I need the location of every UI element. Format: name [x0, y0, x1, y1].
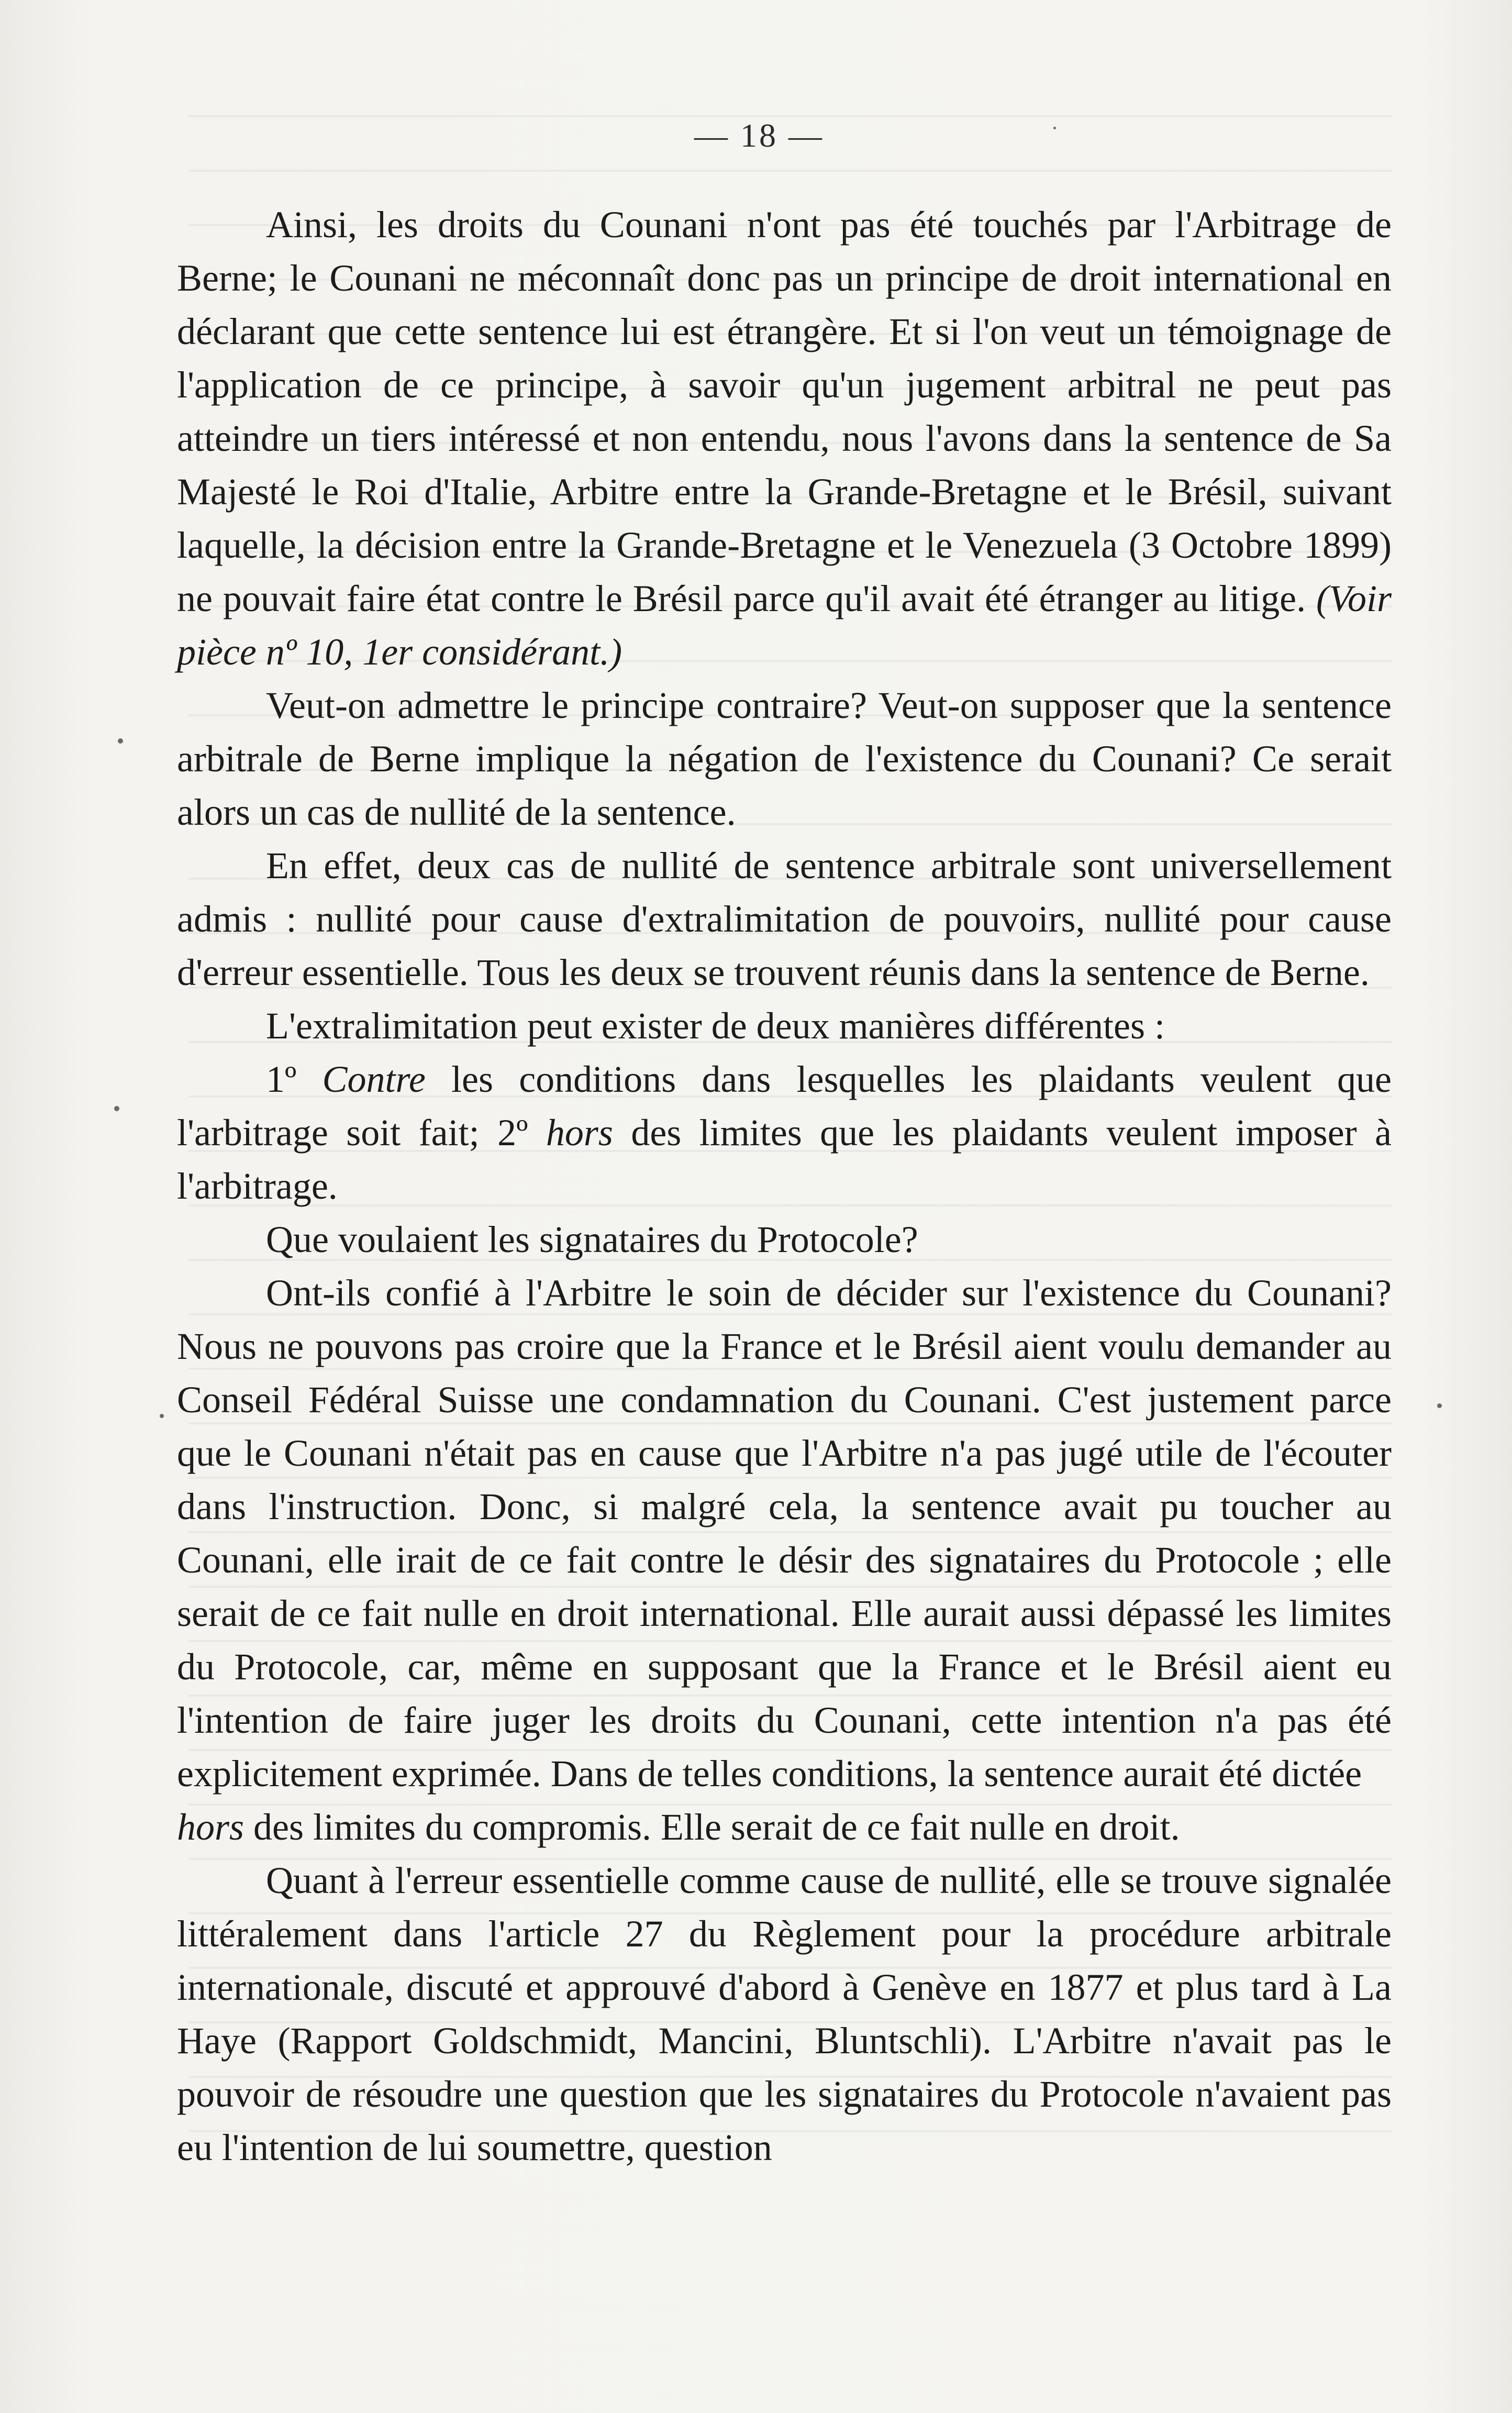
scan-speck: [118, 738, 123, 744]
paragraph: Ont-ils confié à l'Arbitre le soin de décider sur l'existence du Counani? Nous ne pouvons pas croire que la France et le Brésil aient voulu demander au Conseil Fédéral Suisse une condamnation du Counani. C'est justement parce que le Counani n'était pas en cause que l'Arbitre n'a pas jugé utile de l'écouter dans l'instruction. Donc, si malgré cela, la sentence avait pu toucher au Counani, elle irait de ce fait contre le désir des signataires du Protocole ; elle serait de ce fait nulle en droit international. Elle aurait aussi dépassé les limites du Protocole, car, même en supposant que la France et le Brésil aient eu l'intention de faire juger les droits du Counani, cette intention n'a pas été explicitement exprimée. Dans de telles conditions, la sentence aurait été dictée: [177, 1272, 1392, 1795]
scan-speck: [1053, 127, 1056, 129]
reference-note: (Voir pièce nº 10, 1er considérant.): [177, 578, 1392, 673]
paragraph: Quant à l'erreur essentielle comme cause de nullité, elle se trouve signalée littéralement dans l'article 27 du Règlement pour la procédure arbitrale internationale, discuté et approuvé d'abord à Genève en 1877 et plus tard à La Haye (Rapport Goldschmidt, Mancini, Bluntschli). L'Arbitre n'avait pas le pouvoir de résoudre une question que les signataires du Protocole n'avaient pas eu l'intention de lui soumettre, question: [177, 1859, 1392, 2168]
enum-hors: hors: [546, 1112, 613, 1154]
enum-contre: Contre: [322, 1058, 426, 1100]
page-number: — 18 —: [694, 117, 824, 154]
enum-text-b: des limites que les plaidants veulent imposer à l'arbitrage.: [177, 1112, 1392, 1207]
paragraph-text: Ainsi, les droits du Counani n'ont pas été touchés par l'Arbitrage de Berne; le Counani ne méconnaît donc pas un principe de droit international en déclarant que cette sentence lui est étrangère. Et si l'on veut un témoignage de l'application de ce principe, à savoir qu'un jugement arbitral ne peut pas atteindre un tiers intéressé et non entendu, nous l'avons dans la sentence de Sa Majesté le Roi d'Italie, Arbitre entre la Grande-Bretagne et le Brésil, suivant laquelle, la décision entre la Grande-Bretagne et le Venezuela (3 Octobre 1899) ne pouvait faire état contre le Brésil parce qu'il avait été étranger au litige.: [177, 204, 1392, 619]
enumeration: [177, 1053, 1392, 1213]
paragraph: [177, 198, 1392, 679]
paragraph: Veut-on admettre le principe contraire? Veut-on supposer que la sentence arbitrale de Berne implique la négation de l'existence du Counani? Ce serait alors un cas de nullité de la sentence.: [177, 684, 1392, 833]
enum-number-2: 2º: [497, 1112, 528, 1154]
paragraph-text: des limites du compromis. Elle serait de ce fait nulle en droit.: [253, 1806, 1180, 1848]
paragraph: L'extralimitation peut exister de deux manières différentes :: [266, 1005, 1165, 1047]
emphasis-hors: hors: [177, 1806, 244, 1848]
paragraph: En effet, deux cas de nullité de sentence arbitrale sont universellement admis : nullité pour cause d'extralimitation de pouvoirs, nullité pour cause d'erreur essentielle. Tous les deux se trouvent réunis dans la sentence de Berne.: [177, 845, 1392, 993]
paragraph-continuation: [177, 1800, 1392, 1854]
paragraph: Que voulaient les signataires du Protocole?: [266, 1219, 918, 1260]
scan-speck: [114, 1106, 119, 1111]
scan-speck: [1437, 1403, 1442, 1408]
body-text: [177, 198, 1392, 2174]
enum-number-1: 1º: [266, 1058, 297, 1100]
scan-speck: [160, 1414, 164, 1418]
enum-text-a: les conditions dans lesquelles les plaidants veulent que l'arbitrage soit fait;: [177, 1058, 1392, 1154]
